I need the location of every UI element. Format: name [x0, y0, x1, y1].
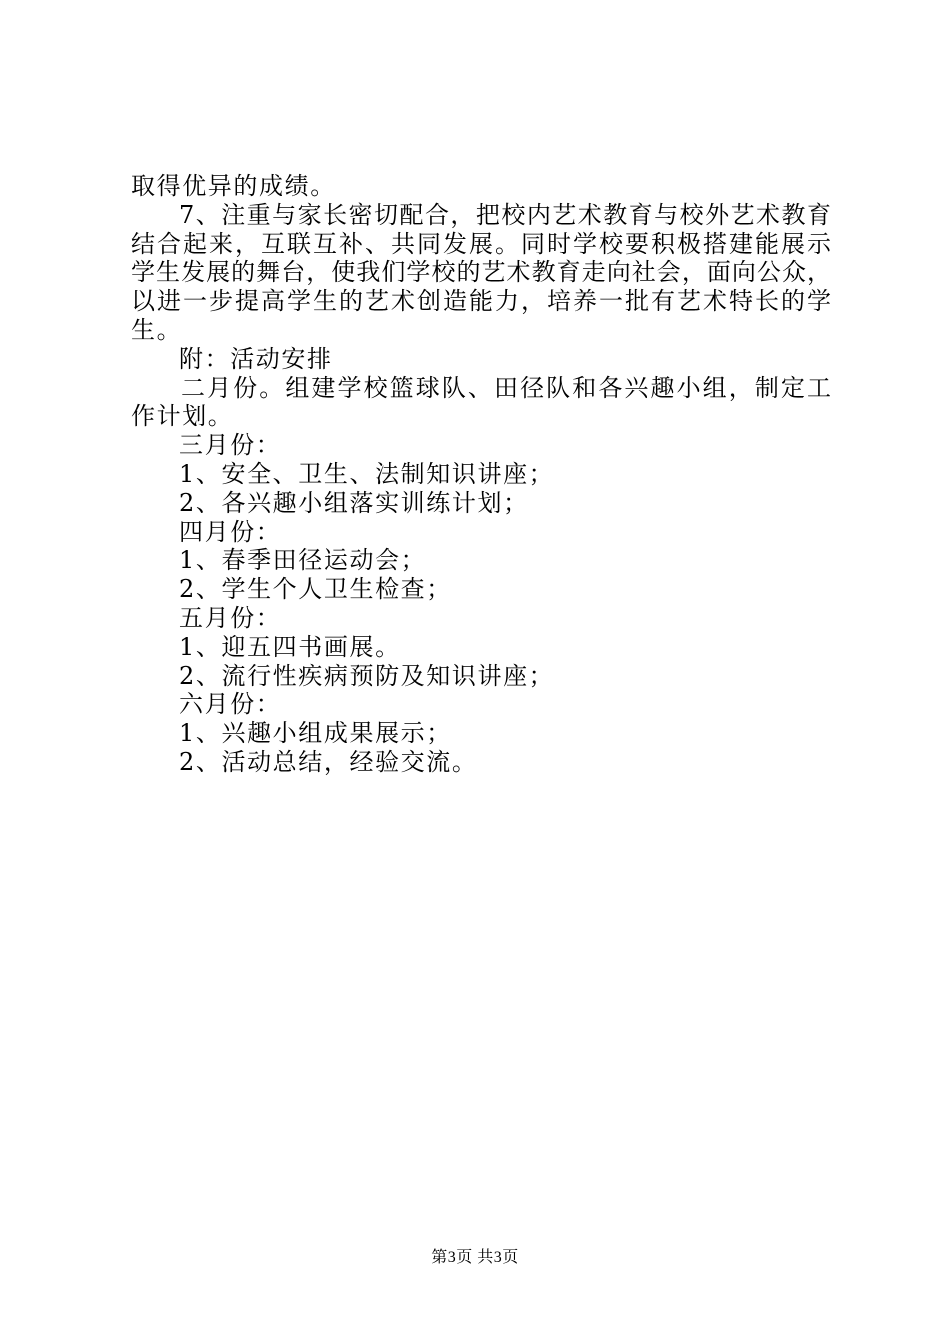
text-line: 结合起来，互联互补、共同发展。同时学校要积极搭建能展示: [131, 229, 831, 258]
list-item: 2、活动总结，经验交流。: [179, 747, 478, 776]
text-line: 以进一步提高学生的艺术创造能力，培养一批有艺术特长的学: [131, 287, 831, 316]
list-item: 1、安全、卫生、法制知识讲座；: [179, 459, 555, 488]
month-heading: 四月份：: [179, 517, 282, 546]
list-item: 1、春季田径运动会；: [179, 546, 427, 575]
list-item: 2、流行性疾病预防及知识讲座；: [179, 661, 555, 690]
month-heading: 五月份：: [179, 603, 282, 632]
text-line: 生。: [131, 315, 183, 344]
text-line: 7、注重与家长密切配合，把校内艺术教育与校外艺术教育: [179, 200, 831, 229]
month-heading: 三月份：: [179, 431, 282, 460]
document-body: [131, 172, 831, 777]
text-line: 作计划。: [131, 402, 234, 431]
month-heading: 六月份：: [179, 690, 282, 719]
list-item: 2、学生个人卫生检查；: [179, 575, 452, 604]
section-heading: 附：活动安排: [179, 344, 333, 373]
text-line: 二月份。组建学校篮球队、田径队和各兴趣小组，制定工: [181, 373, 831, 402]
list-item: 1、兴趣小组成果展示；: [179, 719, 452, 748]
list-item: 2、各兴趣小组落实训练计划；: [179, 488, 529, 517]
list-item: 1、迎五四书画展。: [179, 632, 401, 661]
text-line: 学生发展的舞台，使我们学校的艺术教育走向社会，面向公众，: [131, 258, 831, 287]
page-footer: 第3页 共3页: [431, 1249, 519, 1266]
text-line: 取得优异的成绩。: [131, 172, 336, 200]
